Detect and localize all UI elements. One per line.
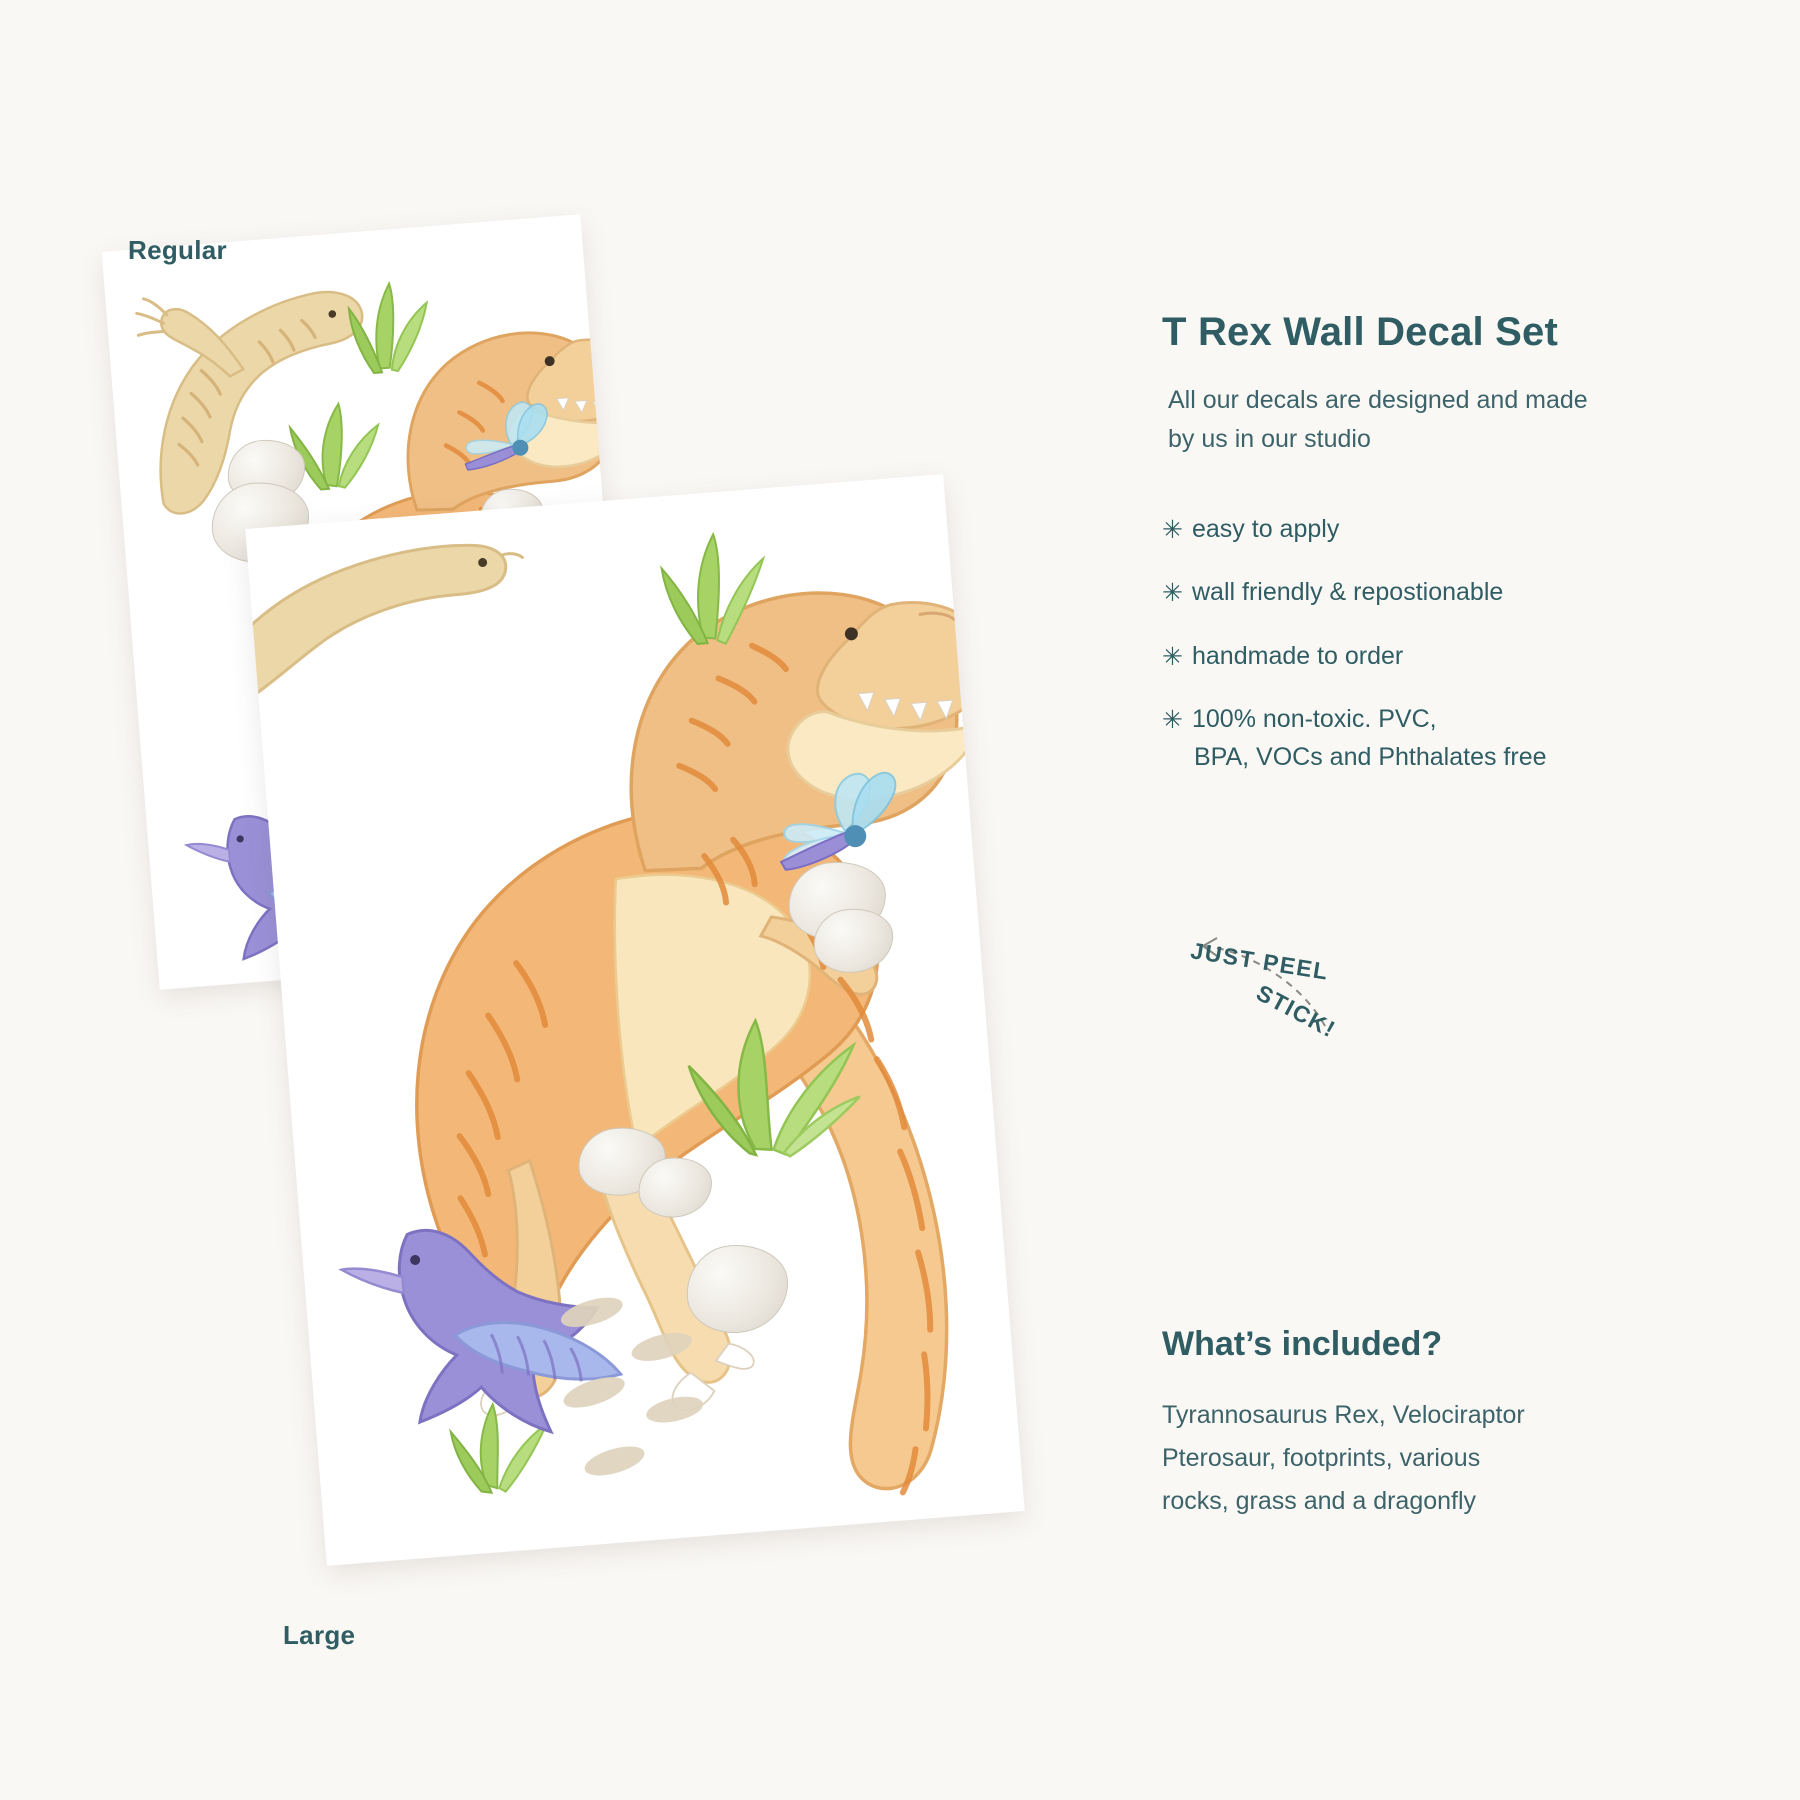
subtitle-line-2: by us in our studio <box>1168 424 1371 453</box>
sheet-label-large: Large <box>283 1620 356 1650</box>
pterosaur-illustration <box>331 1179 675 1523</box>
dragonfly-illustration <box>754 763 922 885</box>
grass-illustration <box>644 491 785 651</box>
subtitle-line-1: All our decals are designed and made <box>1168 386 1588 414</box>
product-info-panel <box>1162 310 1742 802</box>
feature-item <box>1162 511 1742 549</box>
included-line-1: Tyrannosaurus Rex, Velociraptor <box>1162 1401 1525 1429</box>
bullet-star-icon: ✳ <box>1162 579 1183 607</box>
feature-text-continued: BPA, VOCs and Phthalates free <box>1194 742 1547 771</box>
decal-sheet-large[interactable] <box>245 474 1024 1566</box>
feature-list <box>1162 511 1742 777</box>
page-title: T Rex Wall Decal Set <box>1162 310 1558 354</box>
feature-text: wall friendly & repostionable <box>1192 578 1504 606</box>
feature-text: handmade to order <box>1192 641 1404 670</box>
feature-item <box>1162 701 1742 776</box>
included-line-2: Pterosaur, footprints, various <box>1162 1444 1481 1472</box>
whats-included-panel <box>1162 1325 1742 1523</box>
bullet-star-icon: ✳ <box>1162 642 1183 671</box>
feature-item <box>1162 574 1742 612</box>
bullet-star-icon: ✳ <box>1162 515 1183 544</box>
callout-text-part-2: STICK! <box>1252 979 1341 1043</box>
callout-text-part-1: JUST PEEL <box>1188 937 1331 985</box>
feature-item <box>1162 638 1742 676</box>
included-line-3: rocks, grass and a dragonfly <box>1162 1487 1477 1515</box>
included-title: What’s included? <box>1162 1325 1443 1363</box>
sheet-label-regular: Regular <box>128 235 227 265</box>
feature-text: easy to apply <box>1192 514 1340 543</box>
grass-illustration <box>671 971 885 1166</box>
bullet-star-icon: ✳ <box>1162 706 1183 734</box>
just-peel-stick-callout <box>1085 930 1385 1070</box>
feature-text: 100% non-toxic. PVC, <box>1192 705 1437 733</box>
grass-illustration <box>330 243 450 381</box>
dragonfly-illustration <box>445 394 571 483</box>
